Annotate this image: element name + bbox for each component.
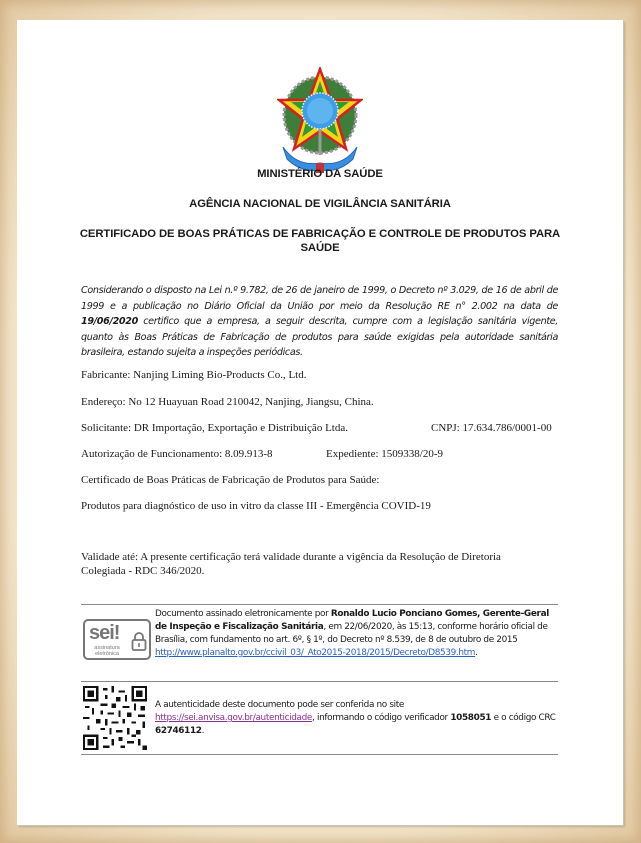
sei-signature-badge — [83, 619, 151, 660]
validity-line1: Validade até: A presente certificação terá validade durante a vigência da Resolução de Diretoria — [81, 551, 501, 563]
authenticity-text-c: e o código CRC — [491, 713, 556, 723]
authenticity-text-a: A autenticidade deste documento pode ser conferida no site — [155, 700, 404, 710]
sei-sub-line1: assinatura — [94, 645, 120, 651]
certificate-title-line1: CERTIFICADO DE BOAS PRÁTICAS DE FABRICAÇÃO E CONTROLE DE PRODUTOS PARA — [79, 228, 561, 240]
signature-text-a: Documento assinado eletronicamente por — [155, 609, 331, 619]
crc-code: 62746112 — [155, 726, 202, 736]
preamble-text-a: Considerando o disposto na Lei n.º 9.782, de 26 de janeiro de 1999, o Decreto nº 3.029, de 16 de abril de 1999 e a publicação no Diário Oficial da União por meio da Resolução RE n° 2.002 na data de — [81, 285, 558, 312]
verifier-code: 1058051 — [450, 713, 492, 723]
certificate-title-line2: SAÚDE — [300, 242, 340, 254]
signature-text-c: . — [475, 648, 478, 658]
agency-heading: AGÊNCIA NACIONAL DE VIGILÂNCIA SANITÁRIA — [189, 198, 451, 210]
publication-date: 19/06/2020 — [81, 316, 138, 328]
signature-statement — [155, 608, 561, 660]
authenticity-statement — [155, 699, 561, 738]
operating-authorization-field: Autorização de Funcionamento: 8.09.913-8 — [81, 448, 273, 460]
applicant-field: Solicitante: DR Importação, Exportação e Distribuição Ltda. — [81, 422, 348, 434]
divider — [81, 604, 558, 605]
preamble-paragraph — [81, 283, 558, 361]
preamble-text-b: certifico que a empresa, a seguir descrita, cumpre com a legislação sanitária vigente, quanto às Boas Práticas de Fabricação de produtos para saúde exigidas pela autoridade sanitária brasileira, estando sujeita a inspeções periódicas. — [81, 316, 558, 359]
qr-code-icon — [83, 686, 147, 750]
signer-name: Ronaldo Lucio Ponciano Gomes, Gerente-Geral de Inspeção e Fiscalização Sanitária — [155, 609, 549, 632]
decree-link[interactable]: http://www.planalto.gov.br/ccivil_03/_Ato2015-2018/2015/Decreto/D8539.htm — [155, 648, 476, 658]
validity-line2: Colegiada - RDC 346/2020. — [81, 565, 205, 577]
divider — [81, 681, 558, 682]
authenticity-text-d: . — [201, 726, 205, 736]
authenticity-text-b: , informando o código verificador — [312, 713, 451, 723]
signature-text-b: , em 22/06/2020, às 15:13, conforme horário oficial de Brasília, com fundamento no art. 6º, § 1º, do Decreto nº 8.539, de 8 de outubro de 2015 — [155, 622, 548, 645]
padlock-icon — [131, 631, 147, 651]
ministry-heading: MINISTÉRIO DA SAÚDE — [257, 168, 383, 180]
manufacturer-field: Fabricante: Nanjing Liming Bio-Products Co., Ltd. — [81, 369, 307, 381]
sei-sub-line2: eletrônica — [95, 651, 119, 657]
sei-logo-text: sei! — [89, 622, 120, 644]
brazil-coat-of-arms-icon — [277, 67, 363, 177]
products-field: Produtos para diagnóstico de uso in vitro da classe III - Emergência COVID-19 — [81, 500, 431, 512]
cnpj-field: CNPJ: 17.634.786/0001-00 — [431, 422, 552, 434]
file-number-field: Expediente: 1509338/20-9 — [326, 448, 444, 460]
address-field: Endereço: No 12 Huayuan Road 210042, Nanjing, Jiangsu, China. — [81, 396, 374, 408]
divider — [81, 754, 558, 755]
sei-badge-subtitle — [89, 645, 125, 657]
certificate-label: Certificado de Boas Práticas de Fabricação de Produtos para Saúde: — [81, 474, 380, 486]
authenticity-link[interactable]: https://sei.anvisa.gov.br/autenticidade — [155, 713, 313, 723]
